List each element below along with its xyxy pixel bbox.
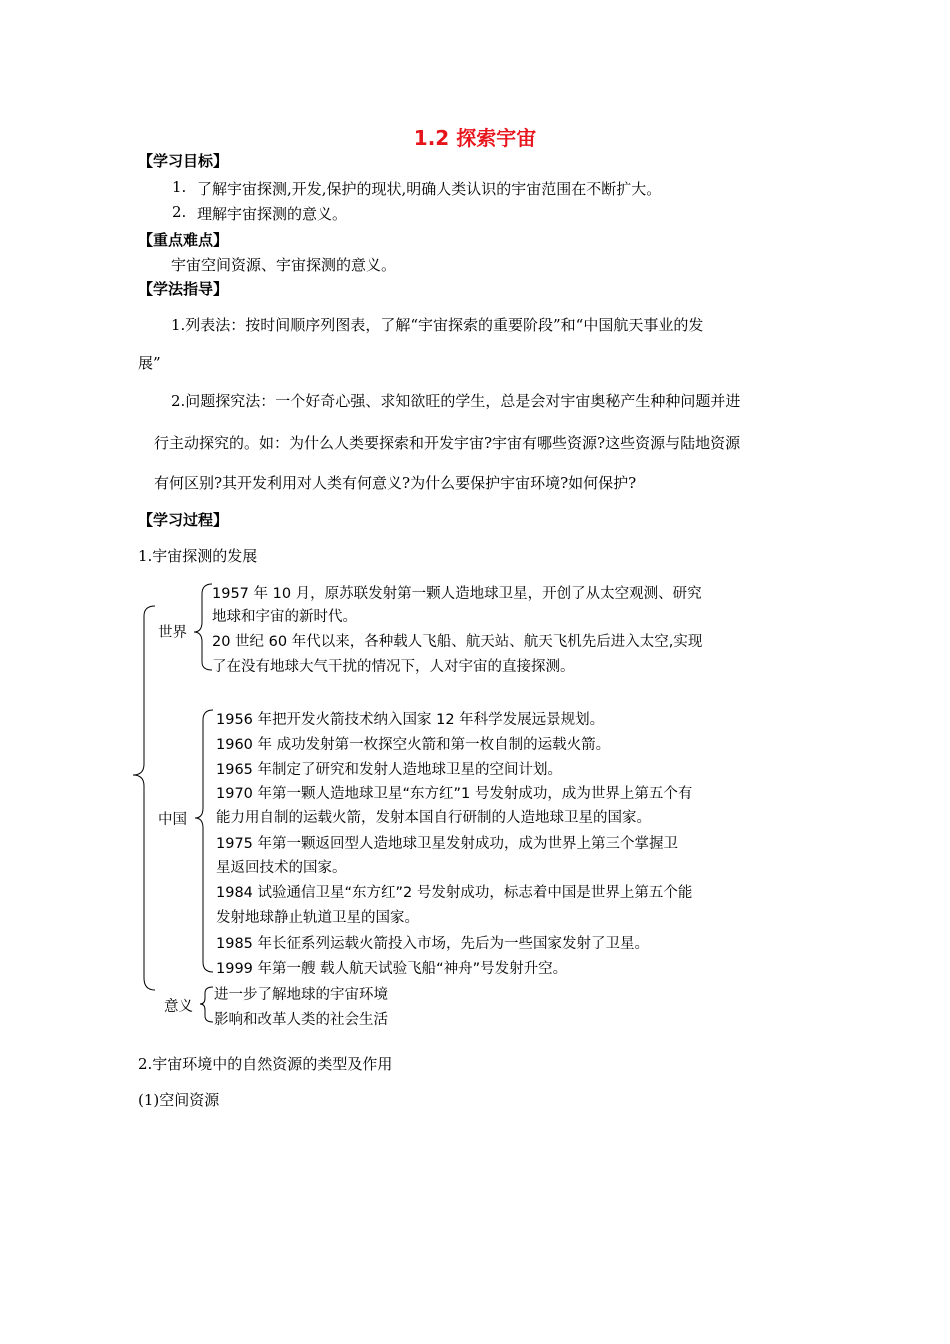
world-line: 1957 年 10 月，原苏联发射第一颗人造地球卫星，开创了从太空观测、研究 [212,586,702,602]
china-line: 1984 试验通信卫星“东方红”2 号发射成功，标志着中国是世界上第五个能 [216,885,693,901]
meaning-line: 进一步了解地球的宇宙环境 [214,987,388,1003]
method-paragraph-line: 1.列表法：按时间顺序列图表，了解“宇宙探索的重要阶段”和“中国航天事业的发 [171,316,704,334]
china-brace [195,710,213,972]
china-line: 星返回技术的国家。 [216,860,347,876]
china-line: 1999 年第一艘 载人航天试验飞船“神舟”号发射升空。 [216,961,568,977]
page-title: 1.2 探索宇宙 [413,126,537,150]
china-line: 发射地球静止轨道卫星的国家。 [216,910,419,926]
method-header: 【学法指导】 [138,280,229,298]
china-line: 能力用自制的运载火箭，发射本国自行研制的人造地球卫星的国家。 [216,810,651,826]
method-paragraph-line: 行主动探究的。如：为什么人类要探索和开发宇宙?宇宙有哪些资源?这些资源与陆地资源 [154,434,741,452]
objective-text: 理解宇宙探测的意义。 [197,205,348,223]
key-points-header: 【重点难点】 [138,231,229,249]
objective-text: 了解宇宙探测,开发,保护的现状,明确人类认识的宇宙范围在不断扩大。 [197,180,662,198]
objective-num: 2. [172,203,187,221]
method-paragraph-line: 展” [138,354,161,372]
meaning-label: 意义 [164,999,193,1015]
process-header: 【学习过程】 [138,511,229,529]
china-label: 中国 [158,812,187,828]
china-line: 1970 年第一颗人造地球卫星“东方红”1 号发射成功，成为世界上第五个有 [216,786,693,802]
china-line: 1965 年制定了研究和发射人造地球卫星的空间计划。 [216,762,563,778]
china-line: 1960 年 成功发射第一枚探空火箭和第一枚自制的运载火箭。 [216,737,611,753]
key-points-text: 宇宙空间资源、宇宙探测的意义。 [171,256,397,274]
china-line: 1985 年长征系列运载火箭投入市场，先后为一些国家发射了卫星。 [216,936,650,952]
meaning-line: 影响和改革人类的社会生活 [214,1012,388,1028]
section-heading: 1.宇宙探测的发展 [138,547,258,565]
world-brace [194,584,212,670]
outer-brace [133,606,155,990]
world-line: 了在没有地球大气干扰的情况下，人对宇宙的直接探测。 [212,659,575,675]
method-paragraph-line: 有何区别?其开发利用对人类有何意义?为什么要保护宇宙环境?如何保护? [154,474,637,492]
subsection-heading: (1)空间资源 [138,1091,220,1109]
objective-num: 1. [172,178,187,196]
world-line: 地球和宇宙的新时代。 [212,609,357,625]
world-line: 20 世纪 60 年代以来，各种载人飞船、航天站、航天飞机先后进入太空,实现 [212,634,703,650]
objectives-header: 【学习目标】 [138,152,229,170]
china-line: 1956 年把开发火箭技术纳入国家 12 年科学发展远景规划。 [216,712,605,728]
section-heading: 2.宇宙环境中的自然资源的类型及作用 [138,1055,393,1073]
meaning-brace [200,987,213,1022]
china-line: 1975 年第一颗返回型人造地球卫星发射成功，成为世界上第三个掌握卫 [216,836,679,852]
world-label: 世界 [158,625,187,641]
method-paragraph-line: 2.问题探究法：一个好奇心强、求知欲旺的学生，总是会对宇宙奥秘产生种种问题并进 [171,392,741,410]
